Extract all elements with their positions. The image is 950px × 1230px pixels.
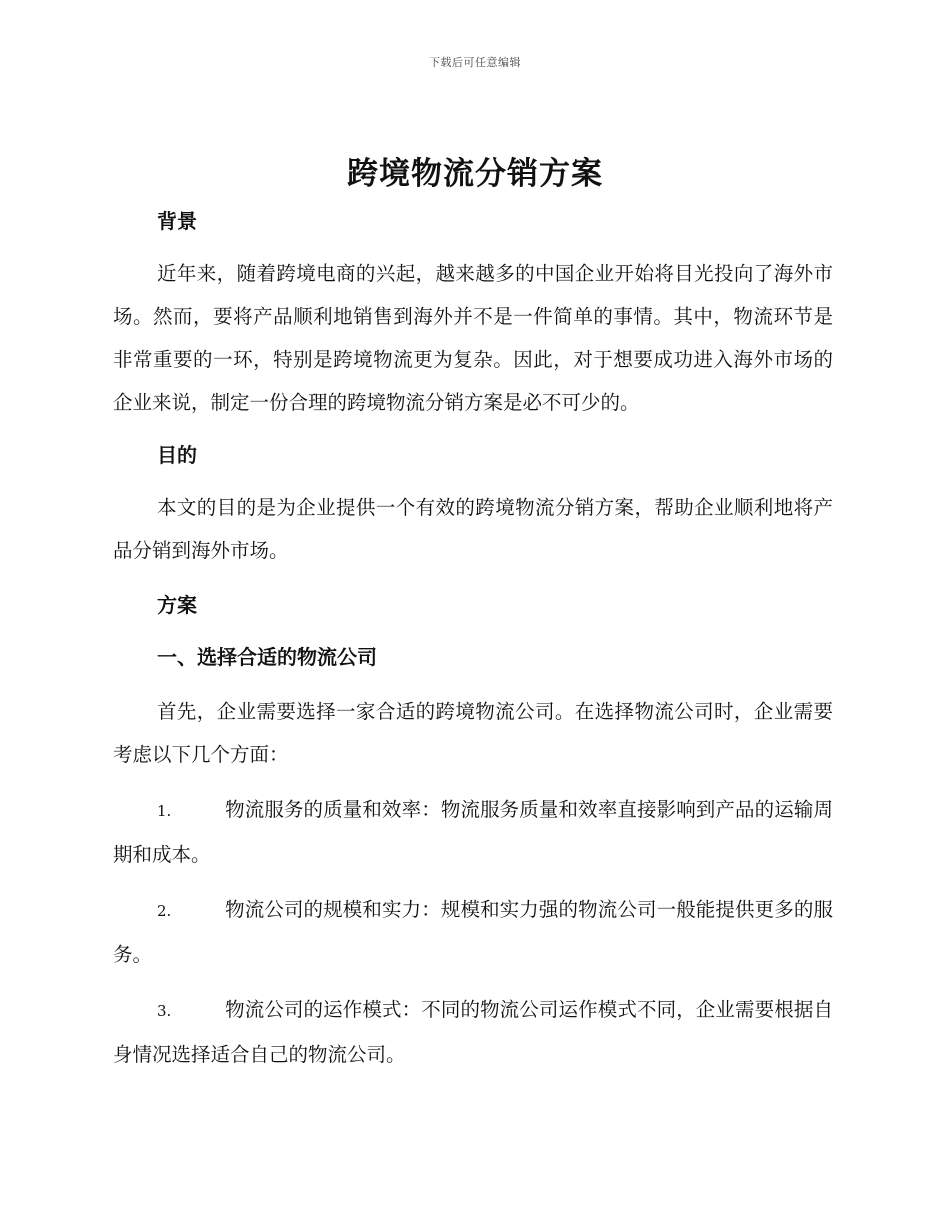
document-body (113, 202, 833, 1076)
heading-plan: 方案 (157, 593, 197, 617)
paragraph-purpose: 本文的目的是为企业提供一个有效的跨境物流分销方案，帮助企业顺利地将产品分销到海外市场。 (113, 496, 833, 562)
header-note: 下载后可任意编辑 (429, 56, 521, 69)
heading-background: 背景 (157, 209, 197, 233)
heading-plan-sub1: 一、选择合适的物流公司 (157, 645, 377, 669)
list-item (113, 888, 833, 976)
paragraph-background: 近年来，随着跨境电商的兴起，越来越多的中国企业开始将目光投向了海外市场。然而，要将产品顺利地销售到海外并不是一件简单的事情。其中，物流环节是非常重要的一环，特别是跨境物流更为复杂。因此，对于想要成功进入海外市场的企业来说，制定一份合理的跨境物流分销方案是必不可少的。 (113, 262, 833, 414)
list-item (113, 788, 833, 876)
document-title: 跨境物流分销方案 (347, 156, 603, 192)
list-item-text: 物流公司的规模和实力：规模和实力强的物流公司一般能提供更多的服务。 (113, 898, 833, 966)
list-item-number: 2. (157, 902, 172, 920)
paragraph-plan-sub1: 首先，企业需要选择一家合适的跨境物流公司。在选择物流公司时，企业需要考虑以下几个方面： (113, 700, 833, 766)
list-item-number: 1. (157, 802, 172, 820)
heading-purpose: 目的 (157, 443, 197, 467)
list-item-text: 物流服务的质量和效率：物流服务质量和效率直接影响到产品的运输周期和成本。 (113, 798, 833, 866)
list-item (113, 988, 833, 1076)
list-item-text: 物流公司的运作模式：不同的物流公司运作模式不同，企业需要根据自身情况选择适合自己的物流公司。 (113, 998, 833, 1066)
list-item-number: 3. (157, 1002, 172, 1020)
